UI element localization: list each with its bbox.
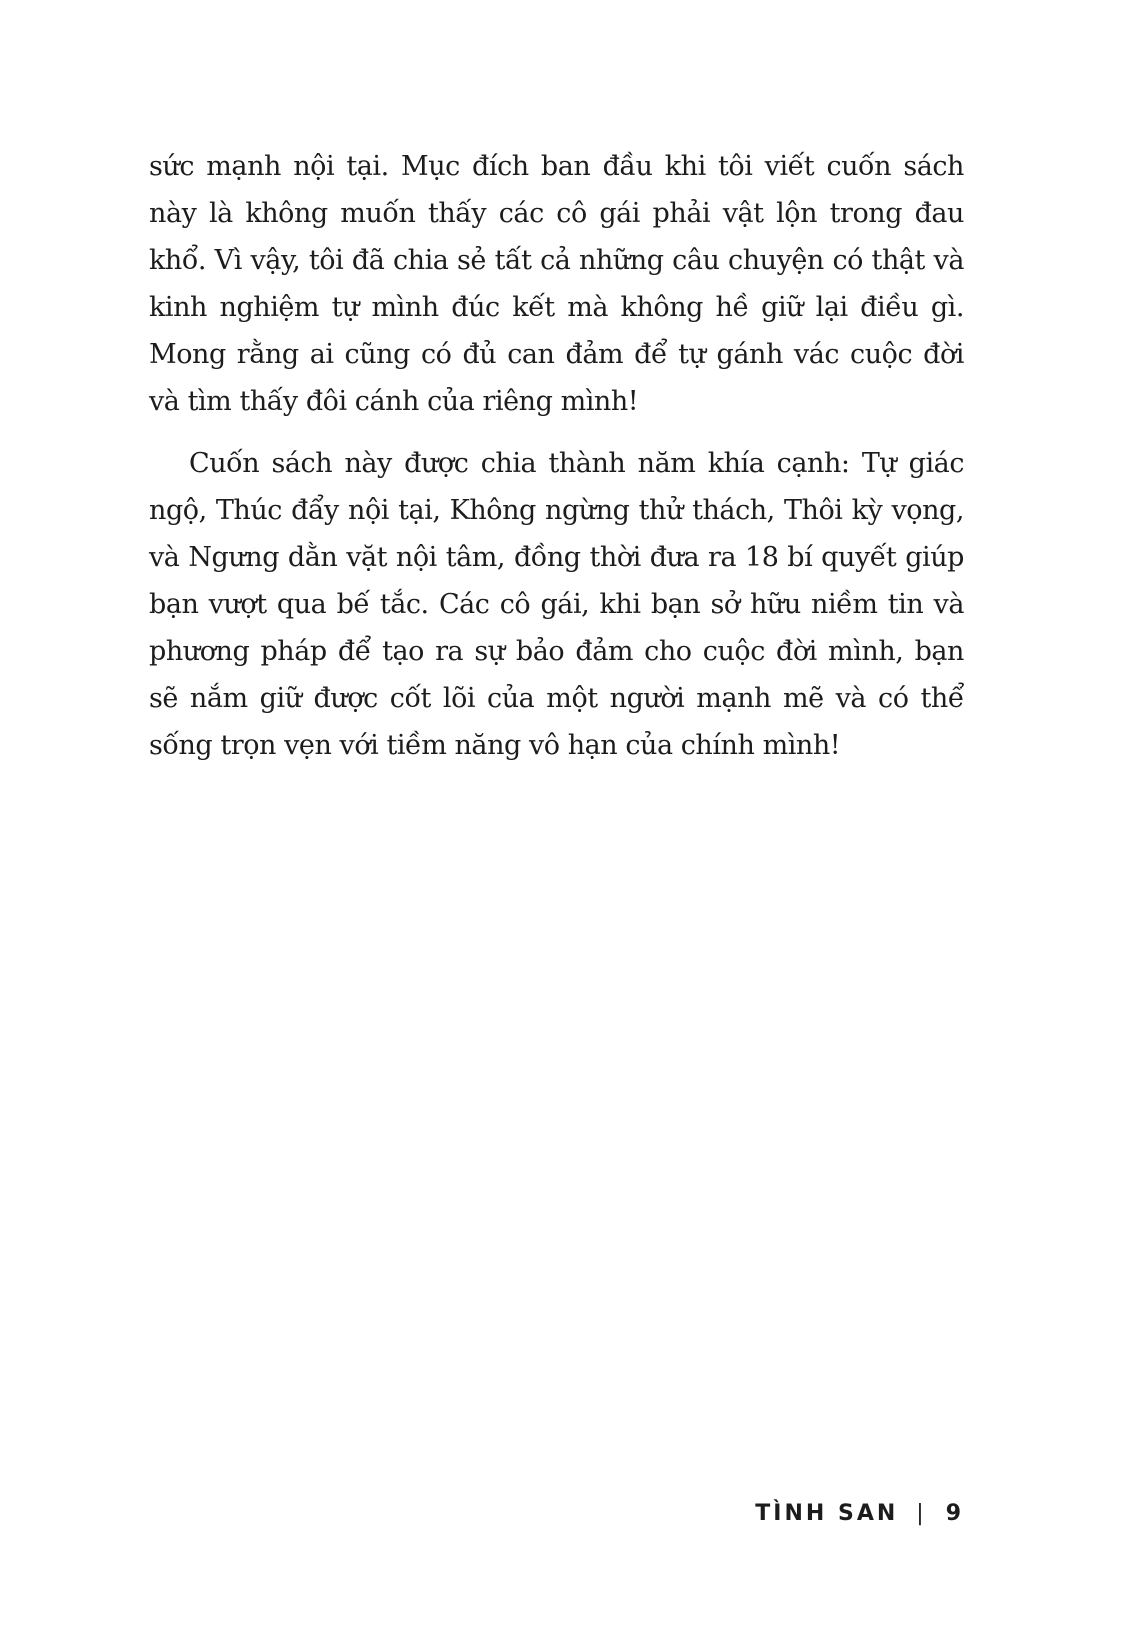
body-text — [149, 143, 964, 769]
page-footer — [755, 1495, 964, 1531]
paragraph-1: sức mạnh nội tại. Mục đích ban đầu khi tôi viết cuốn sách này là không muốn thấy các cô gái phải vật lộn trong đau khổ. Vì vậy, tôi đã chia sẻ tất cả những câu chuyện có thật và kinh nghiệm tự mình đúc kết mà không hề giữ lại điều gì. Mong rằng ai cũng có đủ can đảm để tự gánh vác cuộc đời và tìm thấy đôi cánh của riêng mình! — [149, 151, 964, 417]
running-head: TÌNH SAN — [755, 1500, 899, 1526]
page-number: 9 — [945, 1500, 964, 1526]
paragraph-2: Cuốn sách này được chia thành năm khía cạnh: Tự giác ngộ, Thúc đẩy nội tại, Không ngừng thử thách, Thôi kỳ vọng, và Ngưng dằn vặt nội tâm, đồng thời đưa ra 18 bí quyết giúp bạn vượt qua bế tắc. Các cô gái, khi bạn sở hữu niềm tin và phương pháp để tạo ra sự bảo đảm cho cuộc đời mình, bạn sẽ nắm giữ được cốt lõi của một người mạnh mẽ và có thể sống trọn vẹn với tiềm năng vô hạn của chính mình! — [149, 448, 964, 761]
footer-separator: | — [916, 1500, 924, 1526]
